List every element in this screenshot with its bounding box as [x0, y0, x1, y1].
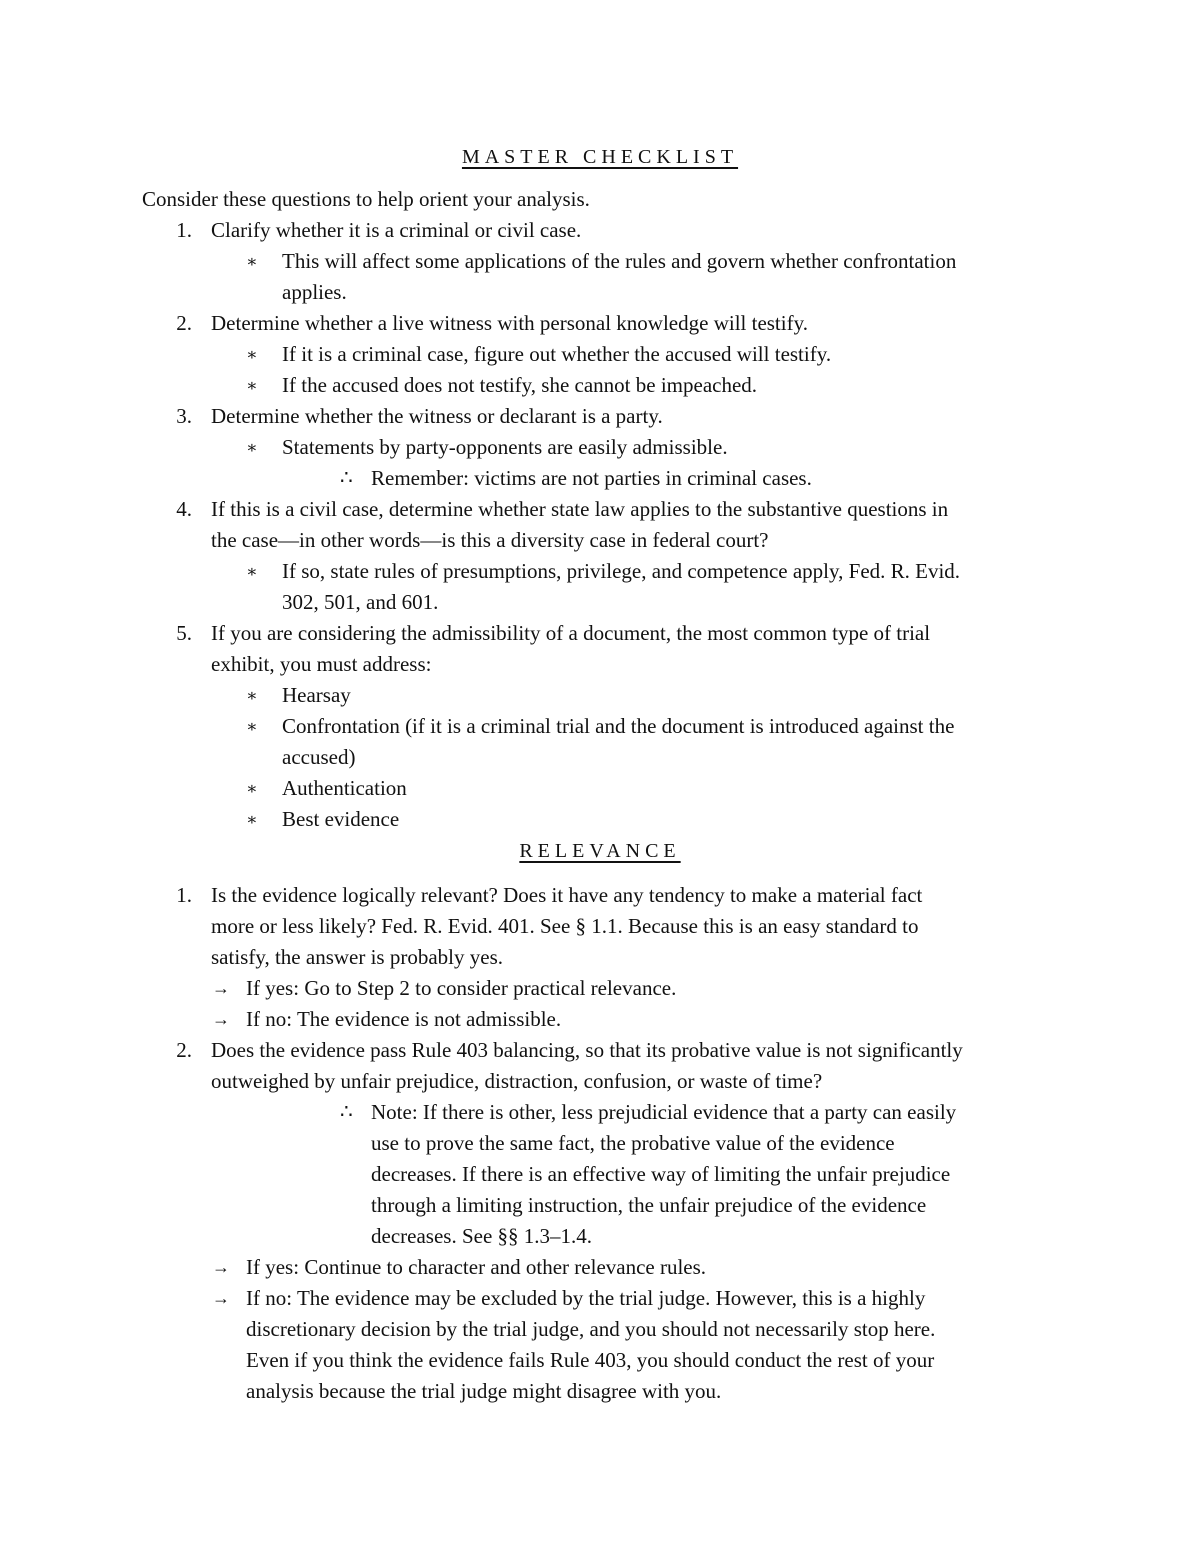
bullet-icon: ∗	[246, 376, 258, 395]
item-text: Determine whether a live witness with personal knowledge will testify.	[211, 311, 808, 335]
note-text: Note: If there is other, less prejudicial evidence that a party can easily	[371, 1100, 957, 1124]
item-text: the case—in other words—is this a diversity case in federal court?	[211, 528, 769, 552]
bullet-icon: ∗	[246, 562, 258, 581]
note-text: through a limiting instruction, the unfair prejudice of the evidence	[371, 1193, 927, 1217]
step-text: outweighed by unfair prejudice, distraction, confusion, or waste of time?	[211, 1069, 823, 1093]
bullet-icon: ∗	[246, 779, 258, 798]
item-text: Clarify whether it is a criminal or civil case.	[211, 218, 582, 242]
bullet-text: Confrontation (if it is a criminal trial and the document is introduced against the	[282, 714, 955, 738]
item-number: 2.	[176, 311, 192, 335]
arrow-icon: →	[212, 1288, 230, 1308]
bullet-icon: ∗	[246, 686, 258, 705]
bullet-text: 302, 501, and 601.	[282, 590, 439, 614]
note-text: decreases. If there is an effective way of limiting the unfair prejudice	[371, 1162, 951, 1186]
bullet-text: If so, state rules of presumptions, privilege, and competence apply, Fed. R. Evid.	[282, 559, 961, 583]
item-text: Determine whether the witness or declarant is a party.	[211, 404, 663, 428]
item-number: 5.	[176, 621, 192, 645]
bullet-text: applies.	[282, 280, 347, 304]
bullet-text: If the accused does not testify, she cannot be impeached.	[282, 373, 758, 397]
step-text: satisfy, the answer is probably yes.	[211, 945, 503, 969]
bullet-icon: ∗	[246, 252, 258, 271]
arrow-icon: →	[212, 978, 230, 998]
intro-text: Consider these questions to help orient your analysis.	[142, 187, 590, 211]
item-text: If this is a civil case, determine whether state law applies to the substantive questions in	[211, 497, 949, 521]
item-text: exhibit, you must address:	[211, 652, 432, 676]
note-text: use to prove the same fact, the probative value of the evidence	[371, 1131, 895, 1155]
therefore-icon: ∴	[340, 1101, 353, 1123]
bullet-icon: ∗	[246, 717, 258, 736]
step-text: Does the evidence pass Rule 403 balancing, so that its probative value is not significantly	[211, 1038, 963, 1062]
note-text: decreases. See §§ 1.3–1.4.	[371, 1224, 593, 1248]
bullet-text: accused)	[282, 745, 356, 769]
bullet-text: Authentication	[282, 776, 407, 800]
item-text: If you are considering the admissibility of a document, the most common type of trial	[211, 621, 931, 645]
step-number: 2.	[176, 1038, 192, 1062]
bullet-text: If it is a criminal case, figure out whether the accused will testify.	[282, 342, 832, 366]
bullet-text: Statements by party-opponents are easily admissible.	[282, 435, 728, 459]
relevance-heading: RELEVANCE	[519, 840, 681, 862]
master-checklist-heading: MASTER CHECKLIST	[461, 146, 739, 168]
if-no-text: analysis because the trial judge might disagree with you.	[246, 1379, 722, 1403]
arrow-icon: →	[212, 1009, 230, 1029]
step-text: Is the evidence logically relevant? Does it have any tendency to make a material fact	[211, 883, 923, 907]
if-yes-text: If yes: Go to Step 2 to consider practical relevance.	[246, 976, 677, 1000]
bullet-text: This will affect some applications of the rules and govern whether confrontation	[282, 249, 957, 273]
arrow-icon: →	[212, 1257, 230, 1277]
step-text: more or less likely? Fed. R. Evid. 401. See § 1.1. Because this is an easy standard to	[211, 914, 919, 938]
bullet-icon: ∗	[246, 345, 258, 364]
if-no-text: discretionary decision by the trial judge, and you should not necessarily stop here.	[246, 1317, 936, 1341]
if-no-text: Even if you think the evidence fails Rule 403, you should conduct the rest of your	[246, 1348, 935, 1372]
bullet-text: Best evidence	[282, 807, 400, 831]
step-number: 1.	[176, 883, 192, 907]
item-number: 4.	[176, 497, 192, 521]
bullet-icon: ∗	[246, 810, 258, 829]
if-no-text: If no: The evidence is not admissible.	[246, 1007, 562, 1031]
therefore-icon: ∴	[340, 467, 353, 489]
item-number: 1.	[176, 218, 192, 242]
if-no-text: If no: The evidence may be excluded by the trial judge. However, this is a highly	[246, 1286, 926, 1310]
bullet-icon: ∗	[246, 438, 258, 457]
item-number: 3.	[176, 404, 192, 428]
bullet-text: Hearsay	[282, 683, 351, 707]
if-yes-text: If yes: Continue to character and other relevance rules.	[246, 1255, 707, 1279]
subnote-text: Remember: victims are not parties in criminal cases.	[371, 466, 812, 490]
